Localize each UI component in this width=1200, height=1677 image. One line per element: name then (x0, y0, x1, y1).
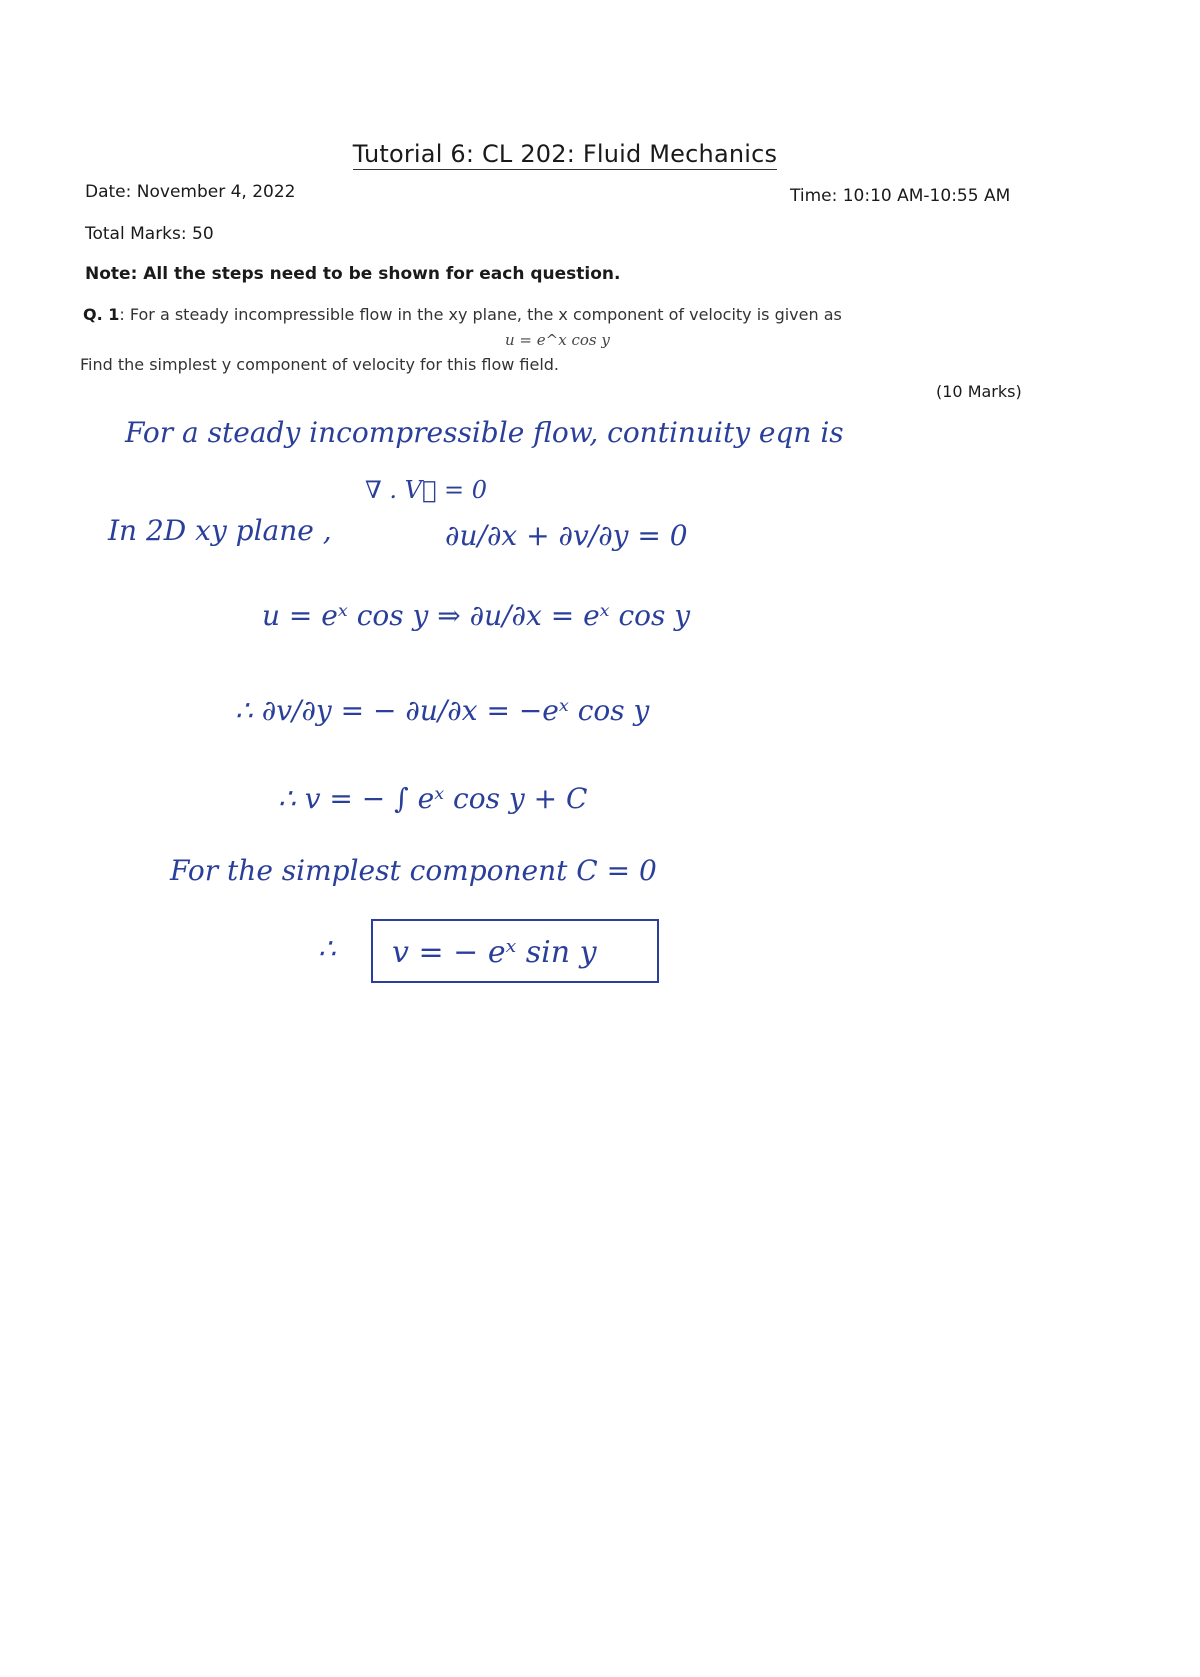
solution-answer: v = − eˣ sin y (392, 935, 597, 970)
solution-divergence: ∇ . V⃗ = 0 (365, 476, 488, 504)
solution-dv-dy: ∴ ∂v/∂y = − ∂u/∂x = −eˣ cos y (235, 694, 650, 727)
question-text: : For a steady incompressible flow in the xy plane, the x component of velocity is given as (119, 305, 842, 324)
solution-integral: ∴ v = − ∫ eˣ cos y + C (278, 782, 588, 815)
page-title: Tutorial 6: CL 202: Fluid Mechanics (352, 140, 778, 168)
solution-therefore: ∴ (318, 932, 336, 965)
question-label: Q. 1 (83, 305, 120, 324)
total-marks: Total Marks: 50 (85, 224, 214, 244)
solution-line-1: For a steady incompressible flow, continuity eqn is (125, 416, 844, 449)
question-find: Find the simplest y component of velocity for this flow field. (80, 355, 560, 374)
given-formula: u = e^x cos y (505, 331, 610, 349)
solution-du-dx: u = eˣ cos y ⇒ ∂u/∂x = eˣ cos y (262, 599, 691, 632)
solution-2d-label: In 2D xy plane , (108, 514, 332, 547)
note: Note: All the steps need to be shown for each question. (85, 264, 621, 284)
solution-continuity: ∂u/∂x + ∂v/∂y = 0 (445, 519, 688, 552)
time-label: Time: 10:10 AM-10:55 AM (790, 186, 1011, 206)
date-label: Date: November 4, 2022 (85, 182, 296, 202)
solution-constant: For the simplest component C = 0 (170, 854, 657, 887)
question-marks: (10 Marks) (936, 382, 1022, 401)
